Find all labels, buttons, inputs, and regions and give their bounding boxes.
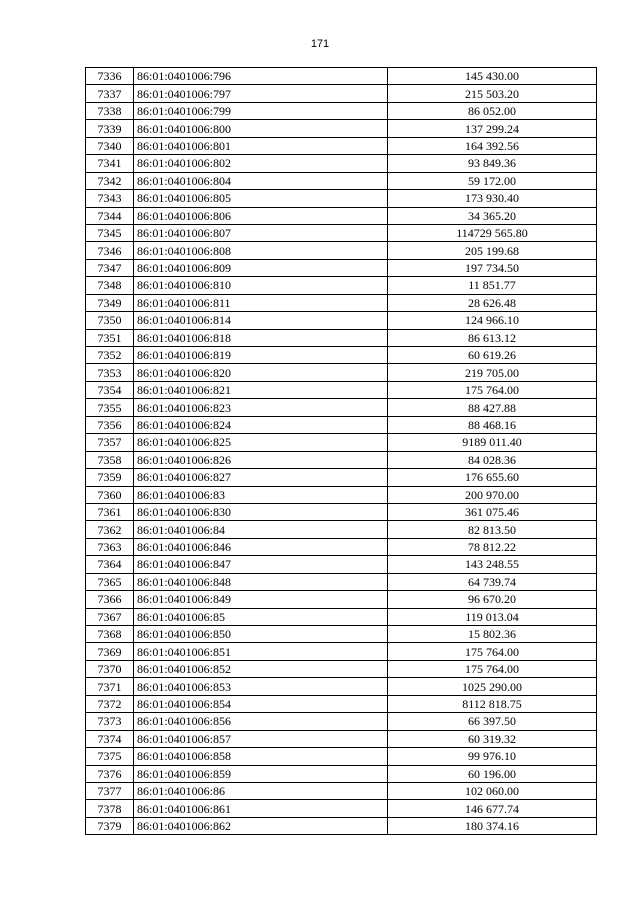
table-row	[86, 102, 597, 119]
cadastral-value-cell: 34 365.20	[388, 207, 597, 224]
cadastral-number-cell: 86:01:0401006:847	[134, 556, 388, 573]
cadastral-number-cell: 86:01:0401006:820	[134, 364, 388, 381]
row-number-cell: 7369	[86, 643, 134, 660]
cadastral-value-cell: 8112 818.75	[388, 695, 597, 712]
table-row	[86, 800, 597, 817]
table-row	[86, 748, 597, 765]
cadastral-value-cell: 143 248.55	[388, 556, 597, 573]
cadastral-value-cell: 15 802.36	[388, 626, 597, 643]
cadastral-number-cell: 86:01:0401006:807	[134, 224, 388, 241]
cadastral-value-cell: 96 670.20	[388, 591, 597, 608]
row-number-cell: 7376	[86, 765, 134, 782]
cadastral-number-cell: 86:01:0401006:826	[134, 451, 388, 468]
cadastral-number-cell: 86:01:0401006:800	[134, 120, 388, 137]
cadastral-value-cell: 60 319.32	[388, 730, 597, 747]
table-row	[86, 660, 597, 677]
cadastral-value-cell: 137 299.24	[388, 120, 597, 137]
cadastral-value-cell: 205 199.68	[388, 242, 597, 259]
cadastral-number-cell: 86:01:0401006:830	[134, 503, 388, 520]
row-number-cell: 7343	[86, 190, 134, 207]
cadastral-number-cell: 86:01:0401006:796	[134, 68, 388, 85]
table-row	[86, 608, 597, 625]
row-number-cell: 7360	[86, 486, 134, 503]
row-number-cell: 7365	[86, 573, 134, 590]
table-row	[86, 172, 597, 189]
cadastral-number-cell: 86:01:0401006:86	[134, 782, 388, 799]
cadastral-value-cell: 9189 011.40	[388, 434, 597, 451]
cadastral-value-cell: 175 764.00	[388, 643, 597, 660]
cadastral-number-cell: 86:01:0401006:861	[134, 800, 388, 817]
table-row	[86, 259, 597, 276]
cadastral-value-cell: 93 849.36	[388, 155, 597, 172]
table-row	[86, 399, 597, 416]
row-number-cell: 7355	[86, 399, 134, 416]
cadastral-number-cell: 86:01:0401006:852	[134, 660, 388, 677]
table-row	[86, 416, 597, 433]
table-row	[86, 765, 597, 782]
table-row	[86, 155, 597, 172]
cadastral-number-cell: 86:01:0401006:862	[134, 817, 388, 834]
cadastral-value-cell: 124 966.10	[388, 312, 597, 329]
cadastral-value-cell: 60 619.26	[388, 347, 597, 364]
cadastral-value-cell: 200 970.00	[388, 486, 597, 503]
table-row	[86, 190, 597, 207]
row-number-cell: 7363	[86, 538, 134, 555]
cadastral-number-cell: 86:01:0401006:854	[134, 695, 388, 712]
row-number-cell: 7370	[86, 660, 134, 677]
cadastral-number-cell: 86:01:0401006:809	[134, 259, 388, 276]
table-row	[86, 730, 597, 747]
table-row	[86, 242, 597, 259]
table-row	[86, 224, 597, 241]
table-row	[86, 591, 597, 608]
table-row	[86, 68, 597, 85]
table-row	[86, 782, 597, 799]
table-row	[86, 521, 597, 538]
row-number-cell: 7358	[86, 451, 134, 468]
row-number-cell: 7379	[86, 817, 134, 834]
cadastral-value-cell: 102 060.00	[388, 782, 597, 799]
table-body	[86, 68, 597, 835]
page-number: 171	[310, 38, 330, 50]
row-number-cell: 7371	[86, 678, 134, 695]
cadastral-number-cell: 86:01:0401006:857	[134, 730, 388, 747]
table-row	[86, 207, 597, 224]
cadastral-value-cell: 215 503.20	[388, 85, 597, 102]
table-row	[86, 434, 597, 451]
cadastral-number-cell: 86:01:0401006:824	[134, 416, 388, 433]
row-number-cell: 7353	[86, 364, 134, 381]
row-number-cell: 7340	[86, 137, 134, 154]
cadastral-value-cell: 88 427.88	[388, 399, 597, 416]
table-row	[86, 451, 597, 468]
cadastral-value-cell: 59 172.00	[388, 172, 597, 189]
row-number-cell: 7338	[86, 102, 134, 119]
cadastral-value-cell: 99 976.10	[388, 748, 597, 765]
row-number-cell: 7351	[86, 329, 134, 346]
cadastral-value-cell: 84 028.36	[388, 451, 597, 468]
row-number-cell: 7362	[86, 521, 134, 538]
table-row	[86, 817, 597, 834]
cadastral-value-cell: 173 930.40	[388, 190, 597, 207]
cadastral-value-cell: 86 052.00	[388, 102, 597, 119]
row-number-cell: 7342	[86, 172, 134, 189]
cadastral-number-cell: 86:01:0401006:851	[134, 643, 388, 660]
cadastral-number-cell: 86:01:0401006:821	[134, 381, 388, 398]
row-number-cell: 7349	[86, 294, 134, 311]
cadastral-value-cell: 60 196.00	[388, 765, 597, 782]
row-number-cell: 7364	[86, 556, 134, 573]
table-row	[86, 381, 597, 398]
row-number-cell: 7347	[86, 259, 134, 276]
table-row	[86, 556, 597, 573]
cadastral-number-cell: 86:01:0401006:818	[134, 329, 388, 346]
table-row	[86, 364, 597, 381]
table-row	[86, 120, 597, 137]
cadastral-number-cell: 86:01:0401006:849	[134, 591, 388, 608]
table-row	[86, 678, 597, 695]
cadastral-value-cell: 197 734.50	[388, 259, 597, 276]
table-row	[86, 626, 597, 643]
cadastral-number-cell: 86:01:0401006:85	[134, 608, 388, 625]
row-number-cell: 7357	[86, 434, 134, 451]
cadastral-value-cell: 86 613.12	[388, 329, 597, 346]
cadastral-number-cell: 86:01:0401006:859	[134, 765, 388, 782]
row-number-cell: 7372	[86, 695, 134, 712]
cadastral-number-cell: 86:01:0401006:801	[134, 137, 388, 154]
cadastral-value-cell: 66 397.50	[388, 713, 597, 730]
row-number-cell: 7336	[86, 68, 134, 85]
cadastral-value-cell: 28 626.48	[388, 294, 597, 311]
row-number-cell: 7356	[86, 416, 134, 433]
cadastral-number-cell: 86:01:0401006:805	[134, 190, 388, 207]
cadastral-value-cell: 64 739.74	[388, 573, 597, 590]
cadastral-value-cell: 119 013.04	[388, 608, 597, 625]
cadastral-number-cell: 86:01:0401006:848	[134, 573, 388, 590]
cadastral-number-cell: 86:01:0401006:806	[134, 207, 388, 224]
cadastral-value-cell: 145 430.00	[388, 68, 597, 85]
table-row	[86, 573, 597, 590]
cadastral-value-cell: 180 374.16	[388, 817, 597, 834]
cadastral-number-cell: 86:01:0401006:846	[134, 538, 388, 555]
cadastral-number-cell: 86:01:0401006:810	[134, 277, 388, 294]
cadastral-value-cell: 164 392.56	[388, 137, 597, 154]
table-row	[86, 277, 597, 294]
row-number-cell: 7361	[86, 503, 134, 520]
cadastral-value-cell: 176 655.60	[388, 469, 597, 486]
cadastral-number-cell: 86:01:0401006:84	[134, 521, 388, 538]
cadastral-number-cell: 86:01:0401006:823	[134, 399, 388, 416]
cadastral-value-cell: 114729 565.80	[388, 224, 597, 241]
cadastral-value-cell: 175 764.00	[388, 381, 597, 398]
cadastral-number-cell: 86:01:0401006:804	[134, 172, 388, 189]
table-row	[86, 713, 597, 730]
cadastral-number-cell: 86:01:0401006:856	[134, 713, 388, 730]
row-number-cell: 7354	[86, 381, 134, 398]
row-number-cell: 7377	[86, 782, 134, 799]
cadastral-value-cell: 78 812.22	[388, 538, 597, 555]
table-row	[86, 347, 597, 364]
cadastral-value-cell: 1025 290.00	[388, 678, 597, 695]
cadastral-number-cell: 86:01:0401006:797	[134, 85, 388, 102]
cadastral-number-cell: 86:01:0401006:850	[134, 626, 388, 643]
row-number-cell: 7367	[86, 608, 134, 625]
row-number-cell: 7366	[86, 591, 134, 608]
row-number-cell: 7373	[86, 713, 134, 730]
row-number-cell: 7368	[86, 626, 134, 643]
table-row	[86, 294, 597, 311]
table-row	[86, 85, 597, 102]
cadastral-value-table	[85, 67, 597, 835]
row-number-cell: 7375	[86, 748, 134, 765]
row-number-cell: 7341	[86, 155, 134, 172]
cadastral-value-cell: 11 851.77	[388, 277, 597, 294]
row-number-cell: 7348	[86, 277, 134, 294]
cadastral-number-cell: 86:01:0401006:802	[134, 155, 388, 172]
row-number-cell: 7337	[86, 85, 134, 102]
row-number-cell: 7378	[86, 800, 134, 817]
cadastral-value-cell: 219 705.00	[388, 364, 597, 381]
cadastral-number-cell: 86:01:0401006:853	[134, 678, 388, 695]
cadastral-number-cell: 86:01:0401006:814	[134, 312, 388, 329]
cadastral-number-cell: 86:01:0401006:83	[134, 486, 388, 503]
cadastral-number-cell: 86:01:0401006:799	[134, 102, 388, 119]
row-number-cell: 7352	[86, 347, 134, 364]
table-row	[86, 538, 597, 555]
table-row	[86, 329, 597, 346]
cadastral-value-cell: 146 677.74	[388, 800, 597, 817]
table-row	[86, 695, 597, 712]
row-number-cell: 7344	[86, 207, 134, 224]
cadastral-value-cell: 82 813.50	[388, 521, 597, 538]
row-number-cell: 7339	[86, 120, 134, 137]
row-number-cell: 7374	[86, 730, 134, 747]
row-number-cell: 7346	[86, 242, 134, 259]
cadastral-value-cell: 88 468.16	[388, 416, 597, 433]
table-row	[86, 312, 597, 329]
table-row	[86, 503, 597, 520]
cadastral-number-cell: 86:01:0401006:825	[134, 434, 388, 451]
cadastral-number-cell: 86:01:0401006:819	[134, 347, 388, 364]
cadastral-number-cell: 86:01:0401006:827	[134, 469, 388, 486]
table-row	[86, 643, 597, 660]
cadastral-value-cell: 361 075.46	[388, 503, 597, 520]
table-row	[86, 486, 597, 503]
cadastral-number-cell: 86:01:0401006:858	[134, 748, 388, 765]
row-number-cell: 7359	[86, 469, 134, 486]
table-row	[86, 469, 597, 486]
cadastral-number-cell: 86:01:0401006:808	[134, 242, 388, 259]
row-number-cell: 7345	[86, 224, 134, 241]
row-number-cell: 7350	[86, 312, 134, 329]
cadastral-value-cell: 175 764.00	[388, 660, 597, 677]
cadastral-number-cell: 86:01:0401006:811	[134, 294, 388, 311]
table-row	[86, 137, 597, 154]
